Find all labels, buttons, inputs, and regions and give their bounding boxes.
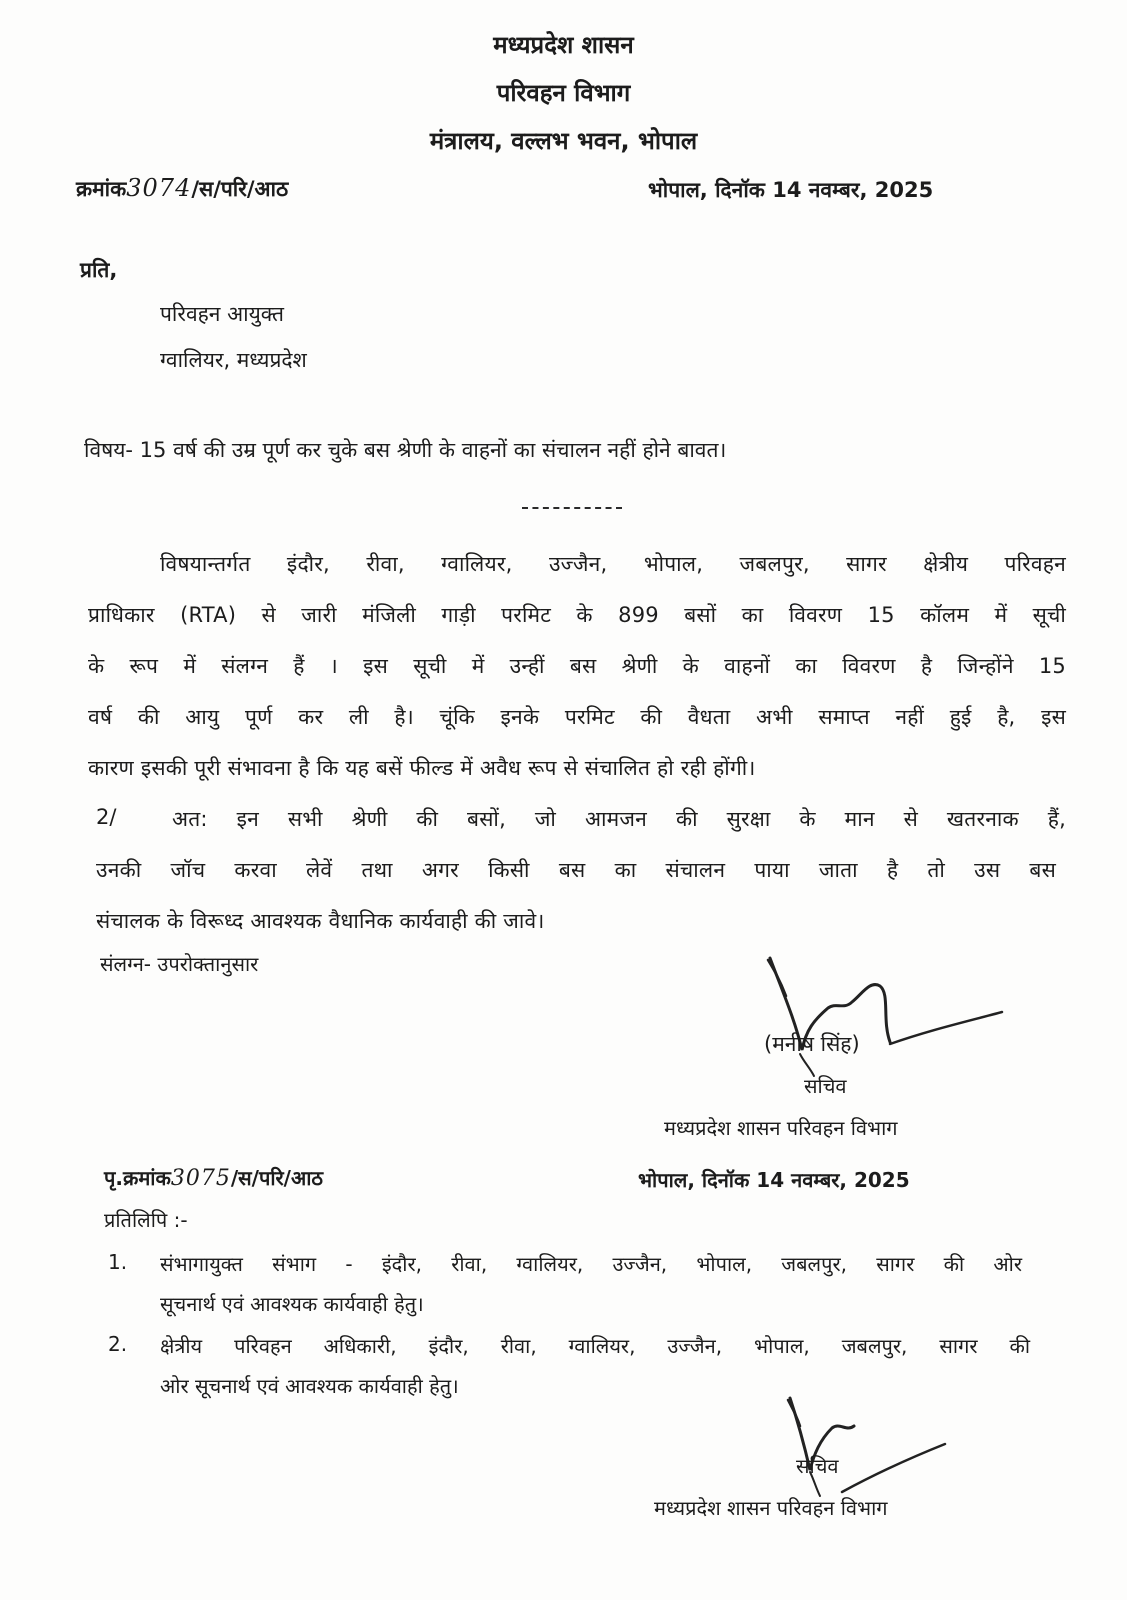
body-para1-line-2: प्राधिकार (RTA) से जारी मंजिली गाड़ी परमिट के 899 बसों का विवरण 15 कॉलम में सूची: [88, 603, 1066, 627]
addressee-line-2: ग्वालियर, मध्यप्रदेश: [160, 348, 307, 372]
copy-label: प्रतिलिपि :-: [104, 1208, 188, 1232]
body-para2-line-3: संचालक के विरूध्द आवश्यक वैधानिक कार्यवाही की जावे।: [96, 909, 545, 933]
signatory-name: (मनीष सिंह): [764, 1032, 860, 1056]
reference-suffix: /स/परि/आठ: [191, 177, 289, 201]
copy-item-2-line-1: क्षेत्रीय परिवहन अधिकारी, इंदौर, रीवा, ग्वालियर, उज्जैन, भोपाल, जबलपुर, सागर की: [160, 1334, 1030, 1358]
reference-date: भोपाल, दिनॉक 14 नवम्बर, 2025: [648, 178, 934, 202]
subject-line: विषय- 15 वर्ष की उम्र पूर्ण कर चुके बस श्रेणी के वाहनों का संचालन नहीं होने बावत।: [84, 438, 727, 462]
signatory-2-designation: सचिव: [796, 1454, 839, 1478]
copy-item-2-line-2: ओर सूचनार्थ एवं आवश्यक कार्यवाही हेतु।: [160, 1374, 459, 1398]
body-para1-line-5: कारण इसकी पूरी संभावना है कि यह बसें फील्ड में अवैध रूप से संचालित हो रही होंगी।: [88, 756, 756, 780]
body-para2-line-2: उनकी जॉच करवा लेवें तथा अगर किसी बस का संचालन पाया जाता है तो उस बस: [96, 858, 1056, 882]
body-para2-number: 2/: [96, 805, 117, 829]
header-government: मध्यप्रदेश शासन: [493, 31, 634, 59]
copy-reference-suffix: /स/परि/आठ: [230, 1166, 324, 1190]
enclosure-note: संलग्न- उपरोक्तानुसार: [100, 952, 259, 976]
copy-reference-date: भोपाल, दिनॉक 14 नवम्बर, 2025: [638, 1168, 910, 1192]
body-para1-line-3: के रूप में संलग्न हैं । इस सूची में उन्हीं बस श्रेणी के वाहनों का विवरण है जिन्होंने 15: [88, 654, 1066, 678]
addressee-label: प्रति,: [80, 258, 118, 282]
reference-prefix: क्रमांक: [76, 177, 127, 201]
reference-handwritten-number: 3074: [126, 174, 192, 202]
signatory-2-department: मध्यप्रदेश शासन परिवहन विभाग: [654, 1496, 888, 1520]
body-para1-line-1: विषयान्तर्गत इंदौर, रीवा, ग्वालियर, उज्जैन, भोपाल, जबलपुर, सागर क्षेत्रीय परिवहन: [160, 552, 1066, 576]
addressee-line-1: परिवहन आयुक्त: [160, 302, 284, 326]
signatory-department: मध्यप्रदेश शासन परिवहन विभाग: [664, 1116, 898, 1140]
header-address: मंत्रालय, वल्लभ भवन, भोपाल: [429, 127, 698, 155]
body-para2-line-1: अत: इन सभी श्रेणी की बसों, जो आमजन की सुरक्षा के मान से खतरनाक हैं,: [172, 807, 1066, 831]
body-para1-line-4: वर्ष की आयु पूर्ण कर ली है। चूंकि इनके परमिट की वैधता अभी समाप्त नहीं हुई है, इस: [88, 705, 1066, 729]
copy-reference-number: [104, 1164, 323, 1191]
copy-item-1-line-1: संभागायुक्त संभाग - इंदौर, रीवा, ग्वालियर, उज्जैन, भोपाल, जबलपुर, सागर की ओर: [160, 1252, 1022, 1276]
signature-mark-2: [780, 1392, 960, 1502]
copy-item-1-number: 1.: [108, 1250, 128, 1274]
signature-mark-1: [740, 950, 1010, 1080]
subject-divider: [522, 507, 622, 509]
reference-number: [76, 174, 288, 203]
copy-item-2-number: 2.: [108, 1332, 128, 1356]
copy-reference-prefix: पृ.क्रमांक: [104, 1166, 171, 1190]
copy-reference-handwritten-number: 3075: [170, 1166, 231, 1191]
copy-item-1-line-2: सूचनार्थ एवं आवश्यक कार्यवाही हेतु।: [160, 1292, 424, 1316]
header-department: परिवहन विभाग: [496, 79, 631, 107]
signatory-designation: सचिव: [804, 1074, 847, 1098]
